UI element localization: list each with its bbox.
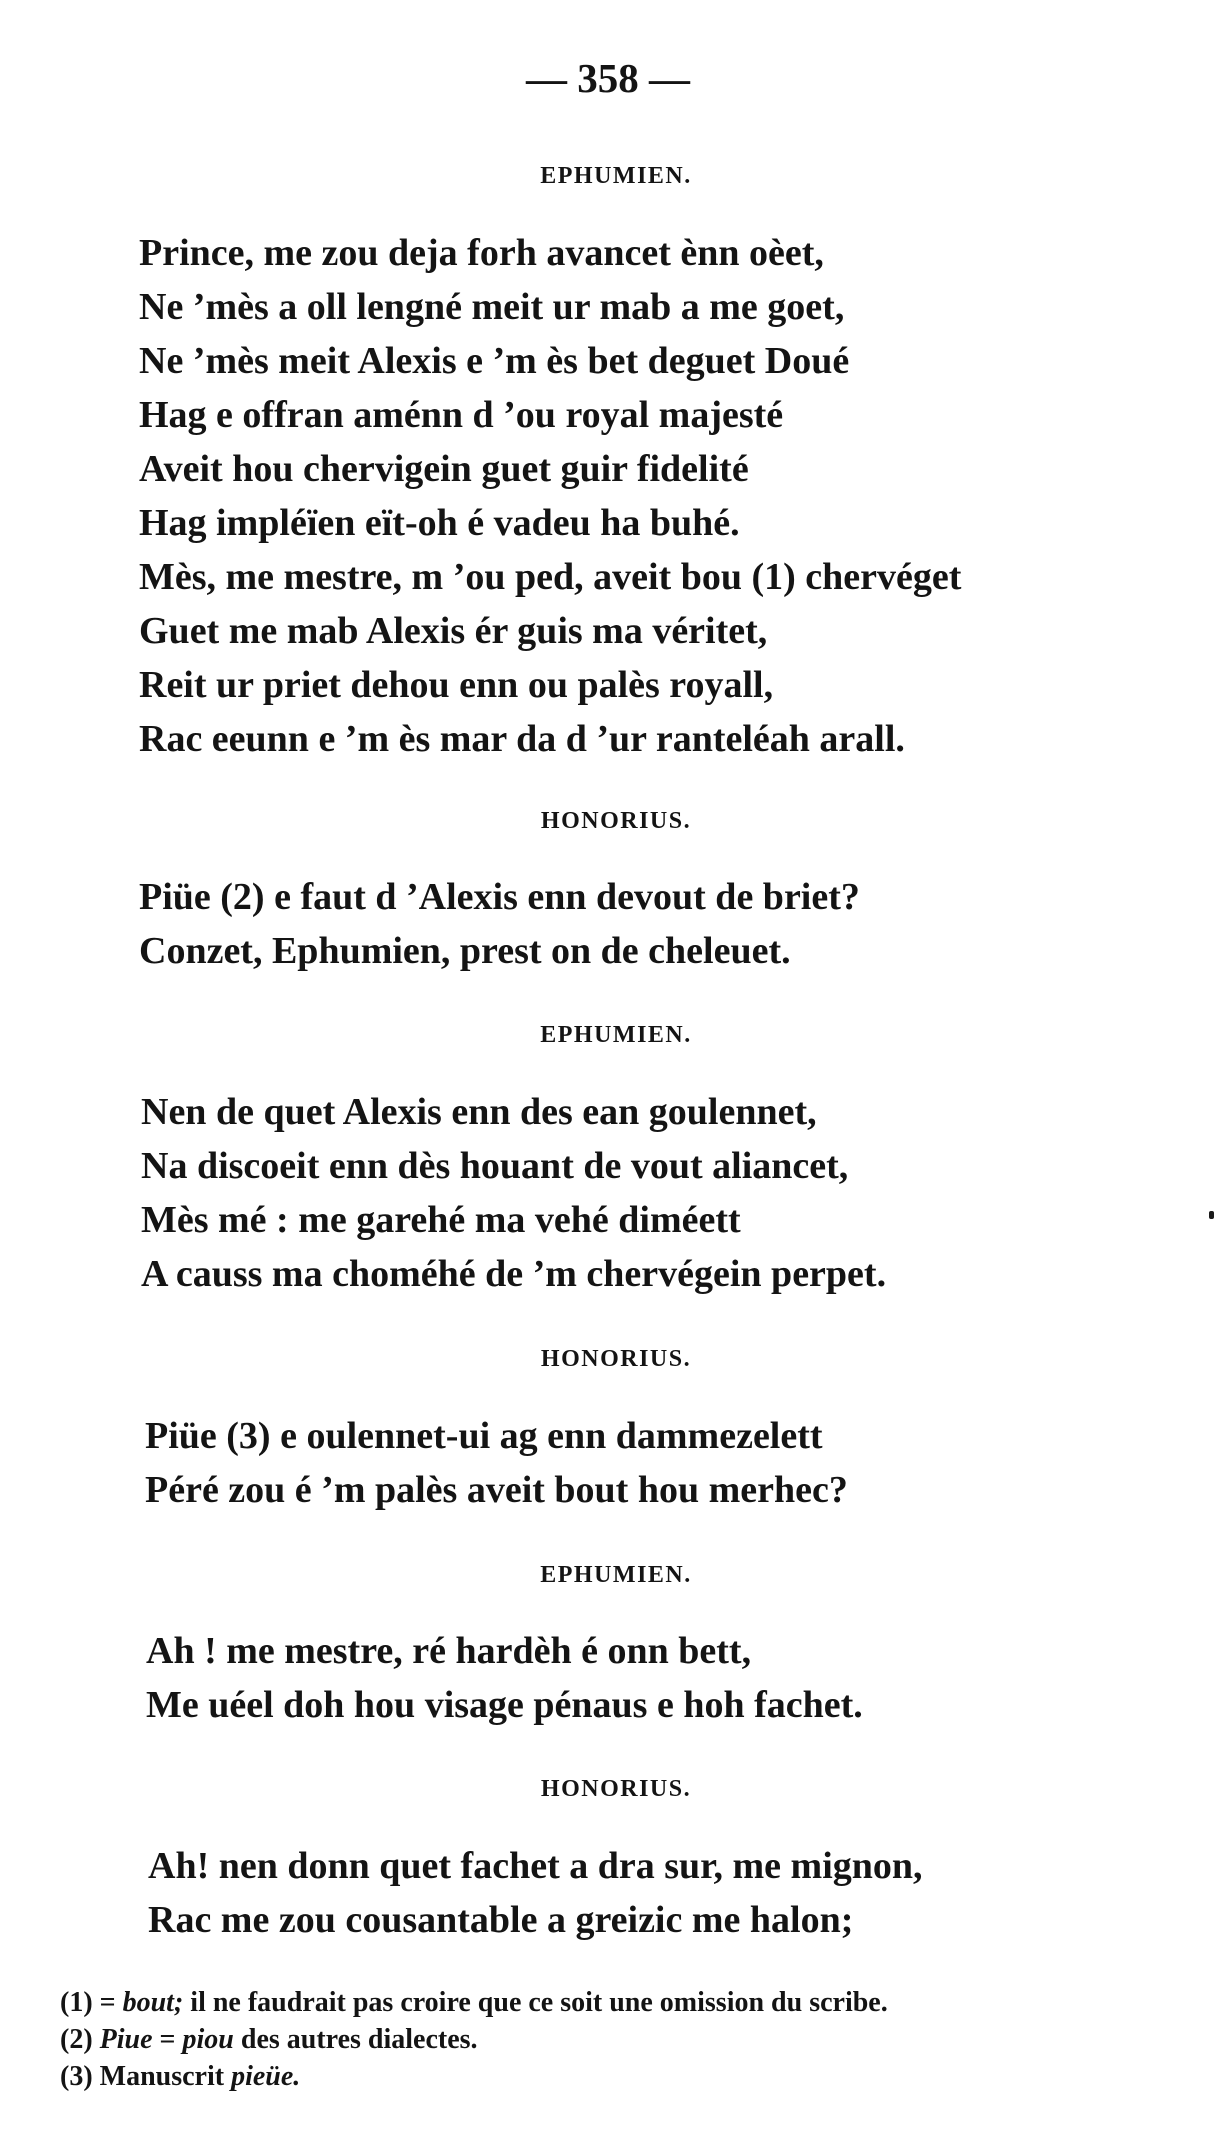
verse-stanza [148, 1839, 923, 1947]
verse-line: Mès mé : me garehé ma vehé diméett [141, 1199, 741, 1241]
speaker-heading: HONORIUS. [540, 1776, 692, 1802]
footnote [60, 2021, 888, 2058]
verse-stanza [146, 1624, 863, 1732]
verse-line: Ah ! me mestre, ré hardèh é onn bett, [146, 1630, 752, 1672]
verse-line: A causs ma choméhé de ’m chervégein perpet. [141, 1253, 887, 1295]
footnote-text: il ne faudrait pas croire que ce soit une omission du scribe. [183, 1987, 888, 2018]
footnote-text: = [152, 2024, 183, 2055]
verse-line: Rac eeunn e ’m ès mar da d ’ur ranteléah arall. [139, 718, 905, 760]
verse-line: Na discoeit enn dès houant de vout aliancet, [141, 1145, 849, 1187]
verse-line: Rac me zou cousantable a greizic me halon; [148, 1899, 854, 1941]
speaker-heading: HONORIUS. [540, 808, 692, 834]
footnotes [60, 1984, 888, 2095]
verse-line: Reit ur priet dehou enn ou palès royall, [139, 664, 774, 706]
footnote-italic-term: piou [182, 2024, 234, 2055]
footnote-italic-term: Piue [99, 2024, 153, 2055]
verse-line: Piüe (3) e oulennet-ui ag enn dammezelett [145, 1415, 823, 1457]
footnote-mark: (1) = [60, 1987, 123, 2018]
speaker-heading: HONORIUS. [540, 1346, 692, 1372]
footnote-italic-term: bout; [122, 1987, 184, 2018]
verse-line: Ne ’mès a oll lengné meit ur mab a me goet, [139, 286, 845, 328]
verse-stanza [139, 870, 860, 978]
verse-line: Ne ’mès meit Alexis e ’m ès bet deguet Doué [139, 340, 850, 382]
verse-line: Aveit hou chervigein guet guir fidelité [139, 448, 749, 490]
footnote [60, 2058, 888, 2095]
verse-line: Péré zou é ’m palès aveit bout hou merhec? [145, 1469, 848, 1511]
verse-line: Prince, me zou deja forh avancet ènn oèet, [139, 232, 824, 274]
footnote-text: des autres dialectes. [233, 2024, 478, 2055]
speaker-heading: EPHUMIEN. [540, 163, 692, 189]
verse-line: Piüe (2) e faut d ’Alexis enn devout de briet? [139, 876, 860, 918]
verse-line: Me uéel doh hou visage pénaus e hoh fachet. [146, 1684, 863, 1726]
verse-line: Hag e offran aménn d ’ou royal majesté [139, 394, 784, 436]
scan-mark [1209, 1211, 1214, 1219]
verse-stanza [141, 1085, 886, 1301]
footnote-mark: (2) [60, 2024, 100, 2055]
verse-line: Ah! nen donn quet fachet a dra sur, me mignon, [148, 1845, 923, 1887]
verse-line: Hag impléïen eït-oh é vadeu ha buhé. [139, 502, 740, 544]
footnote-italic-term: pieüe. [231, 2061, 301, 2092]
verse-line: Guet me mab Alexis ér guis ma véritet, [139, 610, 768, 652]
footnote-mark: (3) Manuscrit [60, 2061, 232, 2092]
speaker-heading: EPHUMIEN. [540, 1562, 692, 1588]
page-number: — 358 — [526, 55, 690, 101]
speaker-heading: EPHUMIEN. [540, 1022, 692, 1048]
verse-stanza [139, 226, 961, 766]
footnote [60, 1984, 888, 2021]
verse-line: Nen de quet Alexis enn des ean goulennet, [141, 1091, 817, 1133]
verse-line: Mès, me mestre, m ’ou ped, aveit bou (1) chervéget [139, 556, 962, 598]
verse-line: Conzet, Ephumien, prest on de cheleuet. [139, 930, 791, 972]
verse-stanza [145, 1409, 848, 1517]
